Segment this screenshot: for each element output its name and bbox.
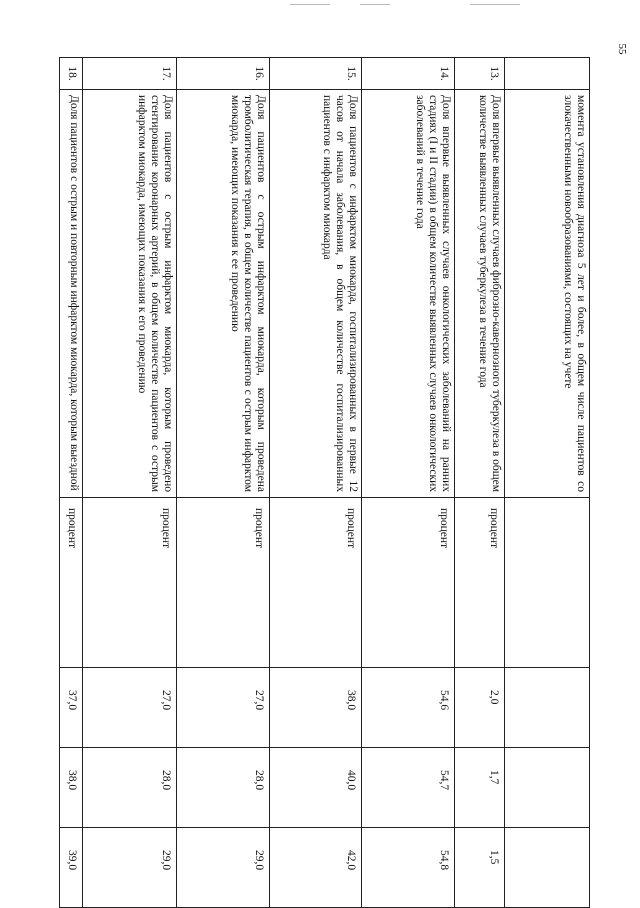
table-row (177, 58, 270, 908)
value-year-1: 37,0 (60, 668, 83, 748)
value-year-3: 54,8 (362, 828, 455, 908)
table-row (270, 58, 362, 908)
indicators-table (59, 57, 590, 908)
value-year-2: 40,0 (270, 748, 362, 828)
table-row (362, 58, 455, 908)
value-year-1: 54,6 (362, 668, 455, 748)
row-number: 16. (177, 58, 270, 90)
value-year-1 (505, 668, 590, 748)
value-year-2 (505, 748, 590, 828)
row-number: 14. (362, 58, 455, 90)
table-row (455, 58, 505, 908)
unit-cell: процент (362, 498, 455, 668)
value-year-2: 1,7 (455, 748, 505, 828)
value-year-3: 39,0 (60, 828, 83, 908)
value-year-2: 54,7 (362, 748, 455, 828)
unit-cell: процент (60, 498, 83, 668)
value-year-3: 1,5 (455, 828, 505, 908)
scan-artifact (470, 4, 520, 5)
value-year-1: 2,0 (455, 668, 505, 748)
rotated-table-container (60, 57, 590, 907)
value-year-2: 38,0 (60, 748, 83, 828)
indicator-name: Доля пациентов с острым и повторным инфарктом миокарда, которым выездной (60, 90, 83, 498)
value-year-3 (505, 828, 590, 908)
unit-cell: процент (455, 498, 505, 668)
indicator-name: Доля пациентов с острым инфарктом миокарда, которым проведено стентирование коронарных артерий, в общем количестве пациентов с острым инфарктом миокарда, имеющих показания к его проведению (83, 90, 177, 498)
indicator-name: Доля впервые выявленных случаев онкологических заболеваний на ранних стадиях (I и II стадии) в общем количестве выявленных случаев онкологических заболеваний в течение года (362, 90, 455, 498)
unit-cell: процент (177, 498, 270, 668)
indicator-name: Доля пациентов с острым инфарктом миокарда, которым проведена тромболитическая терапия, в общем количестве пациентов с острым инфарктом миокарда, имеющих показания к ее проведению (177, 90, 270, 498)
table-row (83, 58, 177, 908)
indicator-name: Доля впервые выявленных случаев фиброзно-кавернозного туберкулеза в общем количестве выявленных случаев туберкулеза в течение года (455, 90, 505, 498)
value-year-1: 38,0 (270, 668, 362, 748)
scan-artifact (360, 4, 390, 5)
row-number (505, 58, 590, 90)
row-number: 13. (455, 58, 505, 90)
value-year-1: 27,0 (83, 668, 177, 748)
value-year-3: 29,0 (177, 828, 270, 908)
unit-cell: процент (270, 498, 362, 668)
row-number: 15. (270, 58, 362, 90)
value-year-2: 28,0 (83, 748, 177, 828)
value-year-3: 42,0 (270, 828, 362, 908)
table-row (505, 58, 590, 908)
value-year-2: 28,0 (177, 748, 270, 828)
unit-cell: процент (83, 498, 177, 668)
value-year-1: 27,0 (177, 668, 270, 748)
page-number: 55 (616, 43, 628, 55)
value-year-3: 29,0 (83, 828, 177, 908)
row-number: 18. (60, 58, 83, 90)
indicator-name: момента установления диагноза 5 лет и более, в общем числе пациентов со злокачественными новообразованиями, состоящих на учете (505, 90, 590, 498)
indicator-name: Доля пациентов с инфарктом миокарда, госпитализированных в первые 12 часов от начала заболевания, в общем количестве госпитализированных пациентов с инфарктом миокарда (270, 90, 362, 498)
table-row (60, 58, 83, 908)
scan-artifact (290, 4, 330, 5)
unit-cell (505, 498, 590, 668)
row-number: 17. (83, 58, 177, 90)
